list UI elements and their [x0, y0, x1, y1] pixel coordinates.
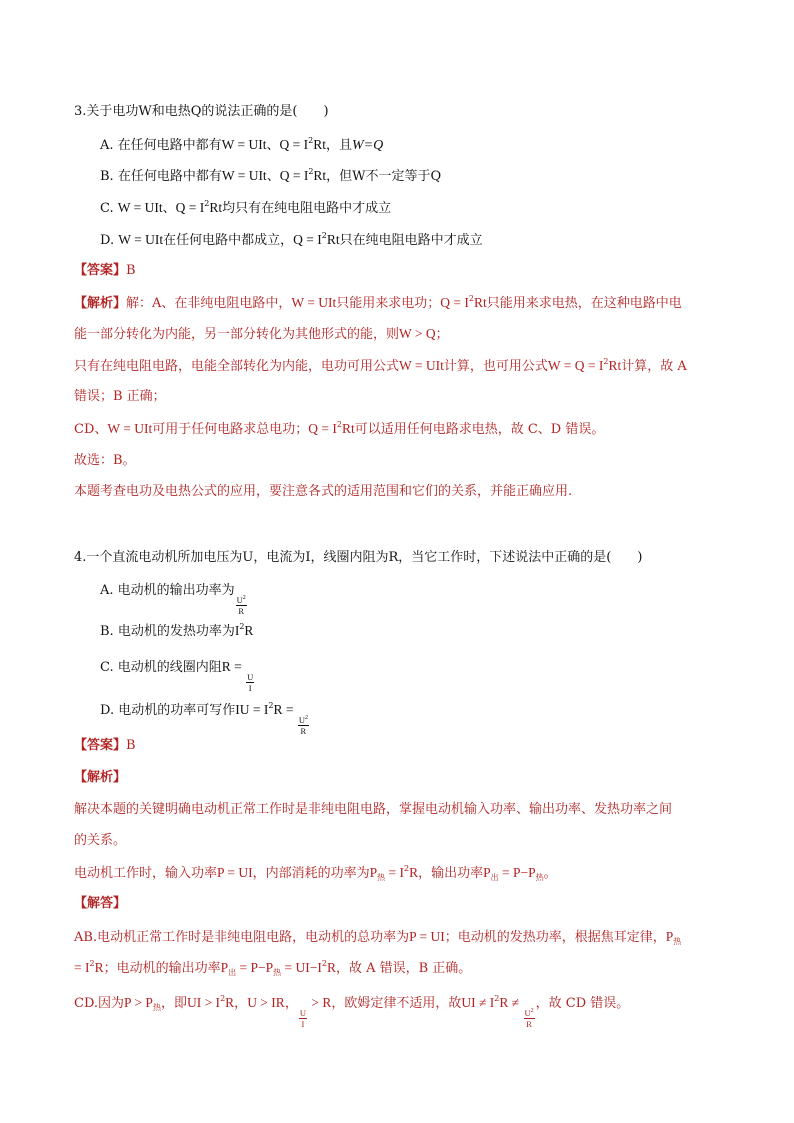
q3-choice: 故选：B。	[74, 453, 136, 468]
fraction-u2-over-r: $\frac{U^2}{R}$	[298, 715, 308, 736]
q3-analysis-line2: 能一部分转化为内能，另一部分转化为其他形式的能，则W > Q；	[74, 326, 449, 342]
q3-analysis-line5: CD、W = UIt可用于任何电路求总电功；$Q = I^2Rt$可以适用任何电路求电热，故 C、D 错误。	[74, 420, 605, 437]
q4-solution-heading	[74, 896, 794, 912]
q3-analysis-line1: 【解析】解：A、在非纯电阻电路中，W = UIt只能用来求电功；$Q = I^2Rt$只能用来求电热，在这种电路中电	[74, 294, 682, 311]
analysis-label: 【解析】	[74, 770, 127, 785]
q4-analysis-line3: 电动机工作时，输入功率P = UI，内部消耗的功率为$P_热 = I^2R$，输出功率$P_出 = P-P_热$。	[74, 864, 557, 882]
q4-option-a: A. 电动机的输出功率为 $\frac{U^2}{R}$	[100, 583, 246, 616]
q3-option-d: D. W = UIt在任何电路中都成立，$Q = I^2Rt$只在纯电阻电路中才成立	[100, 231, 483, 248]
q4-solution-line1: AB.电动机正常工作时是非纯电阻电路，电动机的总功率为P = UI；电动机的发热功率，根据焦耳定律，$P_热$	[74, 929, 682, 946]
q3-option-b: B. 在任何电路中都有W = UIt、$Q = I^2Rt$，但W不一定等于Q	[100, 167, 442, 184]
q4-analysis-line2: 的关系。	[74, 833, 127, 848]
q4-stem: 4.一个直流电动机所加电压为U，电流为I，线圈内阻为R，当它工作时，下述说法中正确的是( )	[74, 550, 643, 565]
q4-solution-line2: = $I^2R$；电动机的输出功率$P_出 = P-P_热 = UI-I^2R$，故 A 错误，B 正确。	[74, 959, 472, 977]
q4-analysis-line1: 解决本题的关键明确电动机正常工作时是非纯电阻电路，掌握电动机输入功率、输出功率、发热功率之间	[74, 802, 673, 817]
q3-stem: 3.关于电功W和电热Q的说法正确的是( )	[74, 104, 329, 119]
answer-label: 【答案】	[74, 738, 127, 753]
q4-option-c: C. 电动机的线圈内阻R = $\frac{U}{I}$	[100, 659, 254, 693]
fraction-u2-over-r: $\frac{U^2}{R}$	[236, 595, 246, 616]
q4-solution-line3: CD.因为$P > P_热$，即UI > $I^2R$，U > IR， $\frac{U}{I}$ > R，欧姆定律不适用，故UI ≠ $I^2R$ ≠ $\frac{U^2}{R}$ ，故 CD 错误。	[74, 994, 630, 1029]
q4-option-b: B. 电动机的发热功率为$I^2R$	[100, 622, 254, 639]
q4-answer: 【答案】B	[74, 738, 136, 753]
q4-analysis-heading	[74, 770, 794, 786]
q3-option-a: A. 在任何电路中都有W = UIt、$Q = I^2Rt$，且W=Q	[100, 136, 384, 153]
q3-answer: 【答案】B	[74, 263, 136, 278]
fraction-u-over-i: $\frac{U}{I}$	[299, 1008, 306, 1029]
q3-analysis-line4: 错误；B 正确；	[74, 389, 166, 404]
q3-summary: 本题考查电功及电热公式的应用，要注意各式的适用范围和它们的关系，并能正确应用.	[74, 484, 573, 499]
solution-label: 【解答】	[74, 896, 127, 911]
q4-option-d: D. 电动机的功率可写作IU = $I^2R$ = $\frac{U^2}{R}$	[100, 701, 308, 736]
answer-label: 【答案】	[74, 263, 127, 278]
fraction-u-over-i: $\frac{U}{I}$	[247, 672, 254, 693]
analysis-label: 【解析】	[74, 296, 127, 311]
q3-option-c: C. W = UIt、$Q = I^2Rt$均只有在纯电阻电路中才成立	[100, 199, 392, 216]
q3-analysis-line3: 只有在纯电阻电路，电能全部转化为内能，电功可用公式W = UIt计算，也可用公式$W = Q = I^2Rt$计算，故 A	[74, 357, 687, 374]
fraction-u2-over-r: $\frac{U^2}{R}$	[524, 1008, 534, 1029]
